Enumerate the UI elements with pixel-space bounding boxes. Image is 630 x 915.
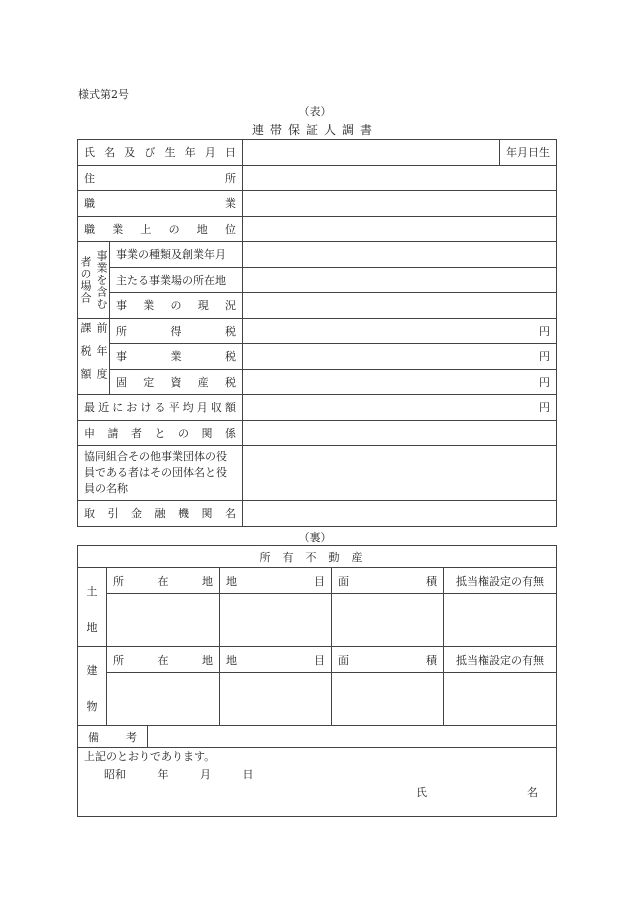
land-label-2: 地 xyxy=(86,621,98,634)
value-bank[interactable] xyxy=(243,501,557,527)
spread-text: 職 業 上 の 地 位 xyxy=(84,222,236,236)
label-main-office: 主たる事業場の所在地 xyxy=(110,267,243,293)
date-line xyxy=(104,766,550,782)
row-business-type xyxy=(78,242,557,268)
value-business-status[interactable] xyxy=(243,293,557,319)
value-occupation[interactable] xyxy=(243,191,557,217)
spread-text: 職 業 xyxy=(84,197,236,211)
row-bank xyxy=(78,501,557,527)
spread-text: 固 定 資 産 税 xyxy=(116,375,236,389)
business-group-col2: 事業を含む xyxy=(95,249,108,310)
spread-text: 申 請 者 と の 関 係 xyxy=(84,426,236,440)
land-location-value[interactable] xyxy=(107,594,220,647)
building-area-value[interactable] xyxy=(332,673,444,726)
spread-text: 取 引 金 融 機 関 名 xyxy=(84,507,236,521)
col-location-land xyxy=(107,568,220,594)
front-side-label: （表） xyxy=(298,105,332,118)
row-income-tax xyxy=(78,318,557,344)
row-land-values xyxy=(78,594,557,647)
business-group-cols xyxy=(78,250,109,310)
label-remarks xyxy=(78,726,148,748)
row-land-header xyxy=(78,568,557,594)
label-income-tax xyxy=(110,318,243,344)
spread-text: 地 目 xyxy=(226,574,325,588)
tax-group-col1: 課税額 xyxy=(79,321,92,391)
value-relationship[interactable] xyxy=(243,420,557,446)
birth-date-field[interactable]: 年月日生 xyxy=(500,140,557,166)
row-address xyxy=(78,165,557,191)
row-relationship xyxy=(78,420,557,446)
tax-group-cols xyxy=(78,322,109,391)
row-association-role xyxy=(78,446,557,501)
row-property-tax xyxy=(78,369,557,395)
spread-text: 備 考 xyxy=(88,730,137,744)
label-association-role: 協同組合その他事業団体の役員である者はその団体名と役員の名称 xyxy=(78,446,243,501)
spread-text: 面 積 xyxy=(338,574,437,588)
signature-surname-label: 氏 xyxy=(416,786,428,799)
building-label xyxy=(78,647,107,726)
value-property-tax[interactable]: 円 xyxy=(243,369,557,395)
row-monthly-income xyxy=(78,395,557,421)
spread-text: 事 業 の 現 況 xyxy=(116,299,236,313)
row-section-title xyxy=(78,546,557,568)
row-occupation xyxy=(78,191,557,217)
row-name-birth xyxy=(78,140,557,166)
value-remarks[interactable] xyxy=(148,726,557,748)
signature-block xyxy=(78,748,557,817)
property-table xyxy=(77,545,557,817)
col-mortgage-building: 抵当権設定の有無 xyxy=(444,647,557,673)
label-business-tax xyxy=(110,344,243,370)
spread-text: 住 所 xyxy=(84,171,236,185)
label-relationship xyxy=(78,420,243,446)
value-address[interactable] xyxy=(243,165,557,191)
section-title-text: 所有不動産 xyxy=(259,550,375,564)
value-main-office[interactable] xyxy=(243,267,557,293)
land-category-value[interactable] xyxy=(220,594,332,647)
form-number: 様式第2号 xyxy=(78,88,129,101)
spread-text: 最 近 に お け る 平 均 月 収 額 xyxy=(84,401,236,415)
value-business-type[interactable] xyxy=(243,242,557,268)
row-position xyxy=(78,216,557,242)
day-label: 日 xyxy=(242,768,254,781)
row-main-office xyxy=(78,267,557,293)
label-position xyxy=(78,216,243,242)
row-building-header xyxy=(78,647,557,673)
land-label xyxy=(78,568,107,647)
statement: 上記のとおりであります。 xyxy=(84,750,216,763)
business-group-col1: 者の場合 xyxy=(79,255,92,304)
col-category-building xyxy=(220,647,332,673)
building-label-1: 建 xyxy=(86,664,98,677)
spread-text: 所 得 税 xyxy=(116,324,236,338)
document-title: 連帯保証人調書 xyxy=(251,123,378,137)
land-area-value[interactable] xyxy=(332,594,444,647)
month-label: 月 xyxy=(200,768,211,781)
building-label-2: 物 xyxy=(86,700,98,713)
col-mortgage-land: 抵当権設定の有無 xyxy=(444,568,557,594)
label-name-birth xyxy=(78,140,243,166)
spread-text: 面 積 xyxy=(338,653,437,667)
spread-text: 所 在 地 xyxy=(113,653,213,667)
spread-text: 地 目 xyxy=(226,653,325,667)
col-category-land xyxy=(220,568,332,594)
business-group-label xyxy=(78,242,110,319)
row-signature xyxy=(78,748,557,817)
building-mortgage-value[interactable] xyxy=(444,673,557,726)
value-association-role[interactable] xyxy=(243,446,557,501)
spread-text: 氏 名 及 び 生 年 月 日 xyxy=(84,146,236,160)
spread-text: 所 在 地 xyxy=(113,574,213,588)
tax-group-col2: 前年度 xyxy=(95,321,108,391)
row-business-status xyxy=(78,293,557,319)
land-label-1: 土 xyxy=(86,585,98,598)
year-label: 年 xyxy=(157,768,169,781)
signature-name xyxy=(84,784,550,800)
land-mortgage-value[interactable] xyxy=(444,594,557,647)
spread-text: 事 業 税 xyxy=(116,350,236,364)
value-business-tax[interactable]: 円 xyxy=(243,344,557,370)
label-property-tax xyxy=(110,369,243,395)
label-business-type: 事業の種類及創業年月 xyxy=(110,242,243,268)
row-building-values xyxy=(78,673,557,726)
signature-name-label: 名 xyxy=(527,786,539,799)
guarantor-table xyxy=(77,139,557,527)
label-monthly-income xyxy=(78,395,243,421)
value-monthly-income[interactable]: 円 xyxy=(243,395,557,421)
col-area-land xyxy=(332,568,444,594)
building-category-value[interactable] xyxy=(220,673,332,726)
era-label: 昭和 xyxy=(104,768,126,781)
row-remarks xyxy=(78,726,557,748)
value-position[interactable] xyxy=(243,216,557,242)
building-location-value[interactable] xyxy=(107,673,220,726)
value-income-tax[interactable]: 円 xyxy=(243,318,557,344)
label-business-status xyxy=(110,293,243,319)
label-address xyxy=(78,165,243,191)
back-side-label: （裏） xyxy=(298,531,332,544)
value-name[interactable] xyxy=(243,140,500,166)
col-location-building xyxy=(107,647,220,673)
tax-group-label xyxy=(78,318,110,395)
row-business-tax xyxy=(78,344,557,370)
section-title xyxy=(78,546,557,568)
label-bank xyxy=(78,501,243,527)
col-area-building xyxy=(332,647,444,673)
label-occupation xyxy=(78,191,243,217)
